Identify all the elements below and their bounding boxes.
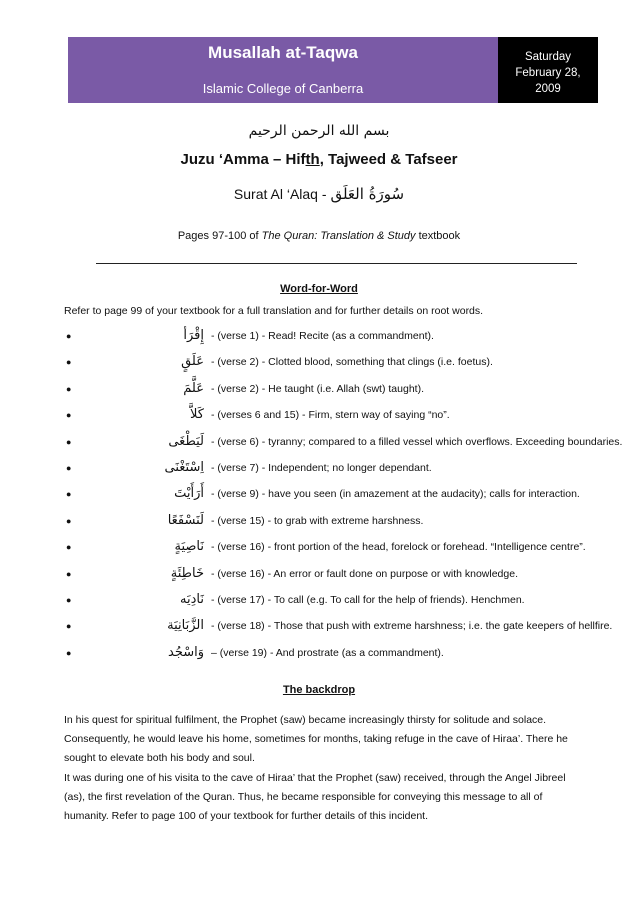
vocabulary-list [64, 323, 624, 666]
vocab-gloss: - (verse 17) - To call (e.g. To call for the help of friends). Henchmen. [211, 593, 525, 606]
vocab-item [64, 323, 624, 349]
header-banner [68, 37, 498, 103]
vocab-gloss: - (verse 7) - Independent; no longer dependant. [211, 461, 432, 474]
word-for-word-intro: Refer to page 99 of your textbook for a full translation and for further details on root words. [64, 305, 484, 317]
bullet-icon: ● [66, 489, 72, 500]
vocab-arabic-word: أَرَأَيْتَ [174, 486, 204, 502]
vocab-gloss: - (verse 16) - An error or fault done on purpose or with knowledge. [211, 567, 518, 580]
title-underlined: th [305, 151, 320, 168]
vocab-item [64, 534, 624, 560]
vocab-item [64, 508, 624, 534]
vocab-item [64, 455, 624, 481]
date-month-day: February 28, [515, 67, 581, 79]
pages-reference [0, 230, 638, 242]
vocab-arabic-word: كَلاَّ [190, 407, 204, 423]
vocab-arabic-word: لَنَسْفَعًا [167, 512, 204, 528]
vocab-arabic-word: عَلَّمَ [183, 380, 204, 396]
surah-line [0, 185, 638, 203]
bullet-icon: ● [66, 383, 72, 394]
vocab-item [64, 587, 624, 613]
surah-name: Surat Al ‘Alaq [233, 186, 318, 202]
date-box [498, 37, 598, 103]
vocab-item [64, 613, 624, 639]
vocab-arabic-word: خَاطِئَةٍ [170, 565, 204, 581]
organization-subtitle: Islamic College of Canberra [202, 81, 364, 96]
vocab-item [64, 561, 624, 587]
vocab-item [64, 402, 624, 428]
vocab-item [64, 481, 624, 507]
page-title [0, 151, 638, 168]
surah-arabic: سُورَةُ العَلَق [330, 185, 405, 203]
bullet-icon: ● [66, 594, 72, 605]
vocab-item [64, 376, 624, 402]
vocab-item [64, 640, 624, 666]
vocab-gloss: - (verse 1) - Read! Recite (as a commandment). [211, 330, 434, 342]
vocab-gloss: - (verse 6) - tyranny; compared to a filled vessel which overflows. Exceeding boundaries. [211, 435, 623, 448]
backdrop-heading: The backdrop [282, 684, 356, 696]
bullet-icon: ● [66, 621, 72, 632]
title-part-2: , Tajweed & Tafseer [319, 151, 458, 168]
vocab-gloss: - (verse 18) - Those that push with extreme harshness; i.e. the gate keepers of hellfire. [211, 620, 613, 633]
organization-title: Musallah at-Taqwa [208, 43, 358, 62]
bismillah: بسم الله الرحمن الرحيم [248, 123, 390, 139]
bullet-icon: ● [66, 436, 72, 447]
vocab-arabic-word: نَادِيَه [180, 591, 204, 607]
bullet-icon: ● [66, 568, 72, 579]
bullet-icon: ● [66, 647, 72, 658]
vocab-arabic-word: اِسْتَغْنَى [164, 459, 204, 475]
pages-text-after: textbook [415, 230, 461, 242]
backdrop-paragraph-1: In his quest for spiritual fulfilment, the Prophet (saw) became increasingly thirsty for solitude and solace. Consequently, he would leave his home, sometimes for months, taking refuge in the cave of Hiraa’. There he sought to elevate both his body and soul. [64, 714, 568, 764]
vocab-arabic-word: لَيَطْغَى [168, 433, 204, 449]
book-title: The Quran: Translation & Study [261, 230, 416, 242]
vocab-gloss: - (verse 2) - Clotted blood, something that clings (i.e. foetus). [211, 356, 493, 369]
bullet-icon: ● [66, 410, 72, 421]
date-year: 2009 [535, 83, 561, 95]
vocab-item [64, 429, 624, 455]
vocab-arabic-word: الزَّبَانِيَة [167, 618, 204, 634]
bullet-icon: ● [66, 331, 72, 341]
bullet-icon: ● [66, 462, 72, 473]
backdrop-paragraph-2: It was during one of his visita to the cave of Hiraa’ that the Prophet (saw) received, through the Angel Jibreel (as), the first revelation of the Quran. Thus, he became responsible for conveying this message to all of humanity. Refer to page 100 of your textbook for further details of this incident. [64, 772, 566, 822]
bullet-icon: ● [66, 357, 72, 368]
vocab-gloss: – (verse 19) - And prostrate (as a commandment). [211, 646, 444, 659]
vocab-arabic-word: نَاصِيَةٍ [174, 539, 204, 555]
vocab-arabic-word: وَاسْجُد [168, 644, 204, 660]
vocab-gloss: - (verse 2) - He taught (i.e. Allah (swt) taught). [211, 382, 424, 395]
bullet-icon: ● [66, 515, 72, 526]
vocab-gloss: - (verse 9) - have you seen (in amazement at the audacity); calls for interaction. [211, 488, 580, 501]
surah-separator: - [321, 186, 327, 202]
divider [96, 263, 577, 264]
date-weekday: Saturday [524, 51, 572, 63]
vocab-arabic-word: إِقْرَأ [183, 328, 204, 343]
title-part-1: Juzu ‘Amma – Hif [180, 151, 306, 168]
pages-text-before: Pages 97-100 of [177, 230, 262, 242]
vocab-gloss: - (verse 16) - front portion of the head, forelock or forehead. “Intelligence centre”. [211, 541, 586, 554]
bullet-icon: ● [66, 542, 72, 553]
vocab-item [64, 349, 624, 375]
vocab-gloss: - (verses 6 and 15) - Firm, stern way of saying “no”. [211, 409, 450, 422]
word-for-word-heading: Word-for-Word [280, 283, 358, 295]
vocab-gloss: - (verse 15) - to grab with extreme harshness. [211, 514, 424, 527]
vocab-arabic-word: عَلَقٍ [181, 354, 204, 370]
